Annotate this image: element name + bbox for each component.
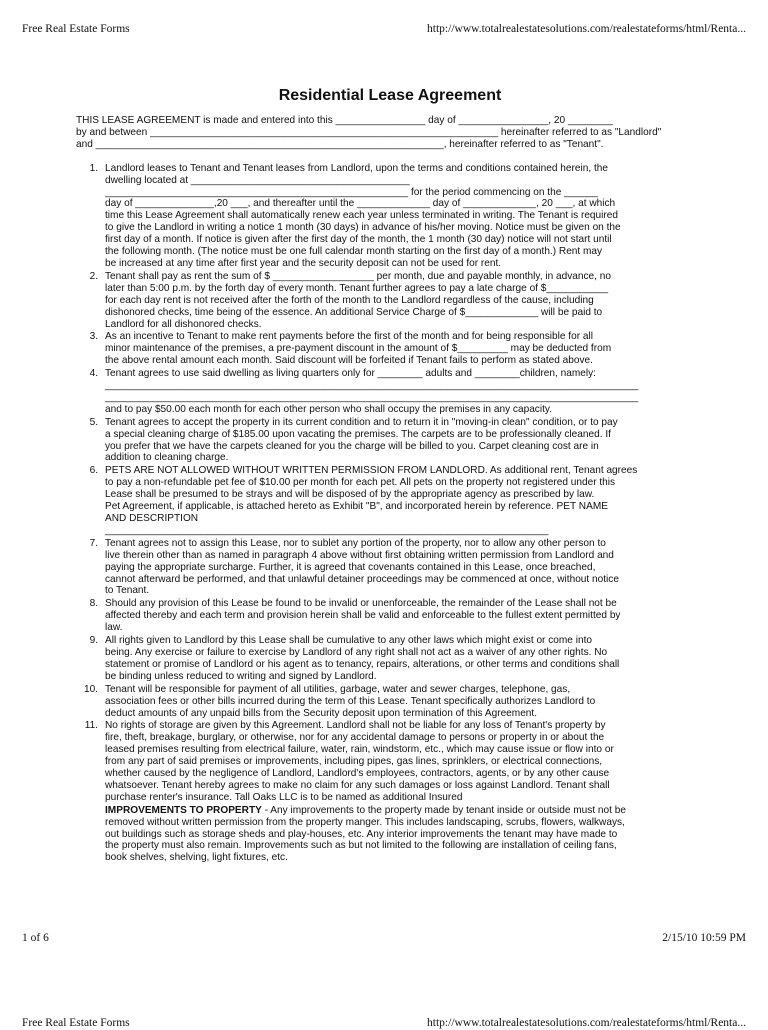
clause-line: first day of a month. If notice is given after the first day of the month, the 1 month (30 day) notice will not start until	[105, 234, 612, 246]
print-timestamp: 2/15/10 10:59 PM	[662, 932, 746, 944]
clause-line: a special cleaning charge of $185.00 upon vacating the premises. The carpets are to be professionally cleaned. If	[105, 428, 611, 440]
improvements-clause	[76, 805, 704, 865]
clause-line: paying the appropriate surcharge. Further, it is agreed that covenants contained in this Lease, once breached,	[105, 561, 596, 573]
clause-line: from any part of said premises or improvements, including pipes, gas lines, sprinklers, or electrical connections,	[105, 756, 603, 768]
clause-line: to pay a non-refundable pet fee of $10.00 per month for each pet. All pets on the property not registered under this	[105, 477, 616, 489]
clause-number: 10.	[83, 683, 98, 695]
clause-item	[76, 684, 704, 720]
clause-number: 9.	[89, 635, 98, 647]
intro-line: and ______________________________________________________________, hereinafter referred to as "Tenant".	[76, 138, 604, 150]
document-body	[76, 115, 704, 864]
clause-item	[76, 163, 704, 270]
clause-item	[76, 538, 704, 598]
clause-number: 8.	[89, 598, 98, 610]
improvements-line: removed without written permission from the property manger. This includes landscaping, scrubs, flowers, walkways,	[105, 816, 625, 828]
clause-item	[76, 720, 704, 803]
print-footer	[0, 931, 768, 945]
document-page	[76, 60, 704, 905]
clause-line: Tenant will be responsible for payment of all utilities, garbage, water and sewer charges, telephone, gas,	[105, 683, 571, 695]
page-url[interactable]: http://www.totalrealestatesolutions.com/realestateforms/html/Renta...	[427, 23, 746, 35]
clause-line: statement or promise of Landlord or his agent as to tenancy, repairs, alterations, or other terms and conditions shall	[105, 658, 620, 670]
clause-line: time this Lease Agreement shall automatically renew each year unless terminated in writing. The Tenant is required	[105, 210, 618, 222]
clause-line: minor maintenance of the premises, a pre-payment discount in the amount of $_________ may be deducted from	[105, 343, 612, 355]
clause-number: 7.	[89, 537, 98, 549]
clause-line: _______________________________________________________________________________________________	[105, 391, 639, 403]
clause-line: Lease shall be presumed to be strays and will be disposed of by the appropriate agency as prescribed by law.	[105, 489, 595, 501]
clause-line: for each day rent is not received after the forth of the month to the Landlord regardless of the cause, including	[105, 294, 594, 306]
clause-line: leased premises resulting from electrical failure, water, rain, windstorm, etc., which may cause issue or flow into or	[105, 744, 614, 756]
improvements-line: book shelves, shelving, light fixtures, etc.	[105, 852, 288, 864]
clause-number: 1.	[89, 162, 98, 174]
clause-line: purchase renter's insurance. Tall Oaks LLC is to be named as additional Insured	[105, 791, 463, 803]
clause-number: 4.	[89, 368, 98, 380]
clause-line: fire, theft, breakage, burglary, or otherwise, nor for any accidental damage to persons or property in or about the	[105, 732, 605, 744]
clause-line: No rights of storage are given by this Agreement. Landlord shall not be liable for any loss of Tenant's property by	[105, 720, 606, 732]
clause-item	[76, 598, 704, 634]
clause-line: PETS ARE NOT ALLOWED WITHOUT WRITTEN PERMISSION FROM LANDLORD. As additional rent, Tenant agrees	[105, 465, 638, 477]
clause-line: live therein other than as named in paragraph 4 above without first obtaining written permission from Landlord and	[105, 549, 614, 561]
clause-line: ______________________________________________________ for the period commencing on the ______	[105, 186, 598, 198]
site-title: Free Real Estate Forms	[22, 23, 130, 35]
clause-line: addition to cleaning charge.	[105, 452, 229, 464]
document-title: Residential Lease Agreement	[278, 87, 502, 104]
clause-line: Tenant agrees to use said dwelling as living quarters only for ________ adults and ________children, namely:	[105, 368, 596, 380]
clause-line: being. Any exercise or failure to exercise by Landlord of any right shall not act as a waiver of any other rights. No	[105, 646, 608, 658]
clause-number: 2.	[89, 270, 98, 282]
clause-line: As an incentive to Tenant to make rent payments before the first of the month and for being responsible for all	[105, 331, 593, 343]
clause-line: whatsoever. Tenant hereby agrees to make no claim for any such damages or loss against Landlord. Tenant shall	[105, 779, 610, 791]
clause-line: dishonored checks, time being of the essence. An additional Service Charge of $_____________ will be paid to	[105, 306, 603, 318]
intro-line: by and between ______________________________________________________________ hereinafter referred to as "Landlord"	[76, 126, 662, 138]
intro-block	[76, 115, 704, 151]
clause-line: Should any provision of this Lease be found to be invalid or unenforceable, the remainder of the Lease shall not be	[105, 598, 617, 610]
clause-line: association fees or other bills incurred during the term of this Lease. Tenant specifically authorizes Landlord to	[105, 695, 596, 707]
clause-line: law.	[105, 622, 123, 634]
clause-line: Landlord for all dishonored checks.	[105, 318, 262, 330]
clause-item	[76, 271, 704, 331]
improvements-line: out buildings such as storage sheds and play-houses, etc. Any interior improvements the tenant may have made to	[105, 828, 618, 840]
clause-line: Tenant agrees not to assign this Lease, nor to sublet any portion of the property, nor to allow any other person to	[105, 537, 606, 549]
clause-line: Landlord leases to Tenant and Tenant leases from Landlord, upon the terms and conditions contained herein, the	[105, 162, 608, 174]
clause-line: All rights given to Landlord by this Lease shall be cumulative to any other laws which might exist or come into	[105, 635, 592, 647]
page-number: 1 of 6	[22, 932, 49, 944]
improvements-line: - Any improvements to the property made by tenant inside or outside must not be	[261, 804, 626, 816]
clause-line: later than 5:00 p.m. by the forth day of every month. Tenant further agrees to pay a late charge of $___________	[105, 282, 609, 294]
print-header	[0, 22, 768, 36]
clause-line: to give the Landlord in writing a notice 1 month (30 days) in advance of his/her moving. Notice must be given on the	[105, 222, 621, 234]
clause-line: whether caused by the negligence of Landlord, Landlord's employees, contractors, agents, or by any other cause	[105, 768, 610, 780]
clause-line: be binding unless reduced to writing and signed by Landlord.	[105, 670, 377, 682]
clause-item	[76, 635, 704, 683]
clause-line: deduct amounts of any unpaid bills from the Security deposit upon termination of this Agreement.	[105, 707, 538, 719]
clause-line: _______________________________________________________________________________	[105, 524, 549, 536]
clause-line: dwelling located at _______________________________________	[105, 174, 410, 186]
clause-line: _______________________________________________________________________________________________	[105, 380, 639, 392]
clause-line: Tenant shall pay as rent the sum of $ __________________ per month, due and payable monthly, in advance, no	[105, 270, 611, 282]
clause-list	[76, 163, 704, 804]
clause-line: Pet Agreement, if applicable, is attached hereto as Exhibit "B", and incorporated herein by reference. PET NAME	[105, 501, 608, 513]
clause-line: day of ______________,20 ___, and thereafter until the _____________ day of _____________, 20 ___, at which	[105, 198, 616, 210]
clause-line: Tenant agrees to accept the property in its current condition and to return it in "moving-in clean" condition, or to pay	[105, 416, 618, 428]
improvements-first-line	[105, 805, 704, 817]
next-page-header	[0, 1016, 768, 1030]
clause-item	[76, 368, 704, 416]
page-url[interactable]: http://www.totalrealestatesolutions.com/realestateforms/html/Renta...	[427, 1017, 746, 1029]
clause-line: cannot afterward be performed, and that unlawful detainer proceedings may be commenced at once, without notice	[105, 573, 619, 585]
site-title: Free Real Estate Forms	[22, 1017, 130, 1029]
clause-line: the above rental amount each month. Said discount will be forfeited if Tenant fails to perform as stated above.	[105, 355, 593, 367]
clause-line: be increased at any time after first year and the security deposit can not be used for rent.	[105, 257, 502, 269]
clause-item	[76, 465, 704, 536]
clause-item	[76, 417, 704, 465]
improvements-line: the property must also remain. Improvements such as but not limited to the following are installation of ceiling fans,	[105, 840, 617, 852]
clause-number: 6.	[89, 465, 98, 477]
clause-line: affected thereby and each term and provision herein shall be valid and enforceable to the fullest extent permitted by	[105, 610, 621, 622]
improvements-heading: IMPROVEMENTS TO PROPERTY	[105, 804, 262, 816]
clause-line: AND DESCRIPTION	[105, 513, 199, 524]
clause-line: the following month. (The notice must be one full calendar month starting on the first day of a month.) Rent may	[105, 246, 603, 258]
clause-number: 11.	[84, 720, 98, 732]
clause-line: to Tenant.	[105, 585, 150, 597]
clause-number: 3.	[89, 331, 98, 343]
clause-line: you prefer that we have the carpets cleaned for you the charge will be billed to you. Carpet cleaning cost are in	[105, 440, 599, 452]
intro-line: THIS LEASE AGREEMENT is made and entered into this ________________ day of ________________, 20 ________	[76, 115, 613, 126]
clause-number: 5.	[89, 416, 98, 428]
clause-item	[76, 331, 704, 367]
clause-line: and to pay $50.00 each month for each other person who shall occupy the premises in any capacity.	[105, 403, 553, 415]
